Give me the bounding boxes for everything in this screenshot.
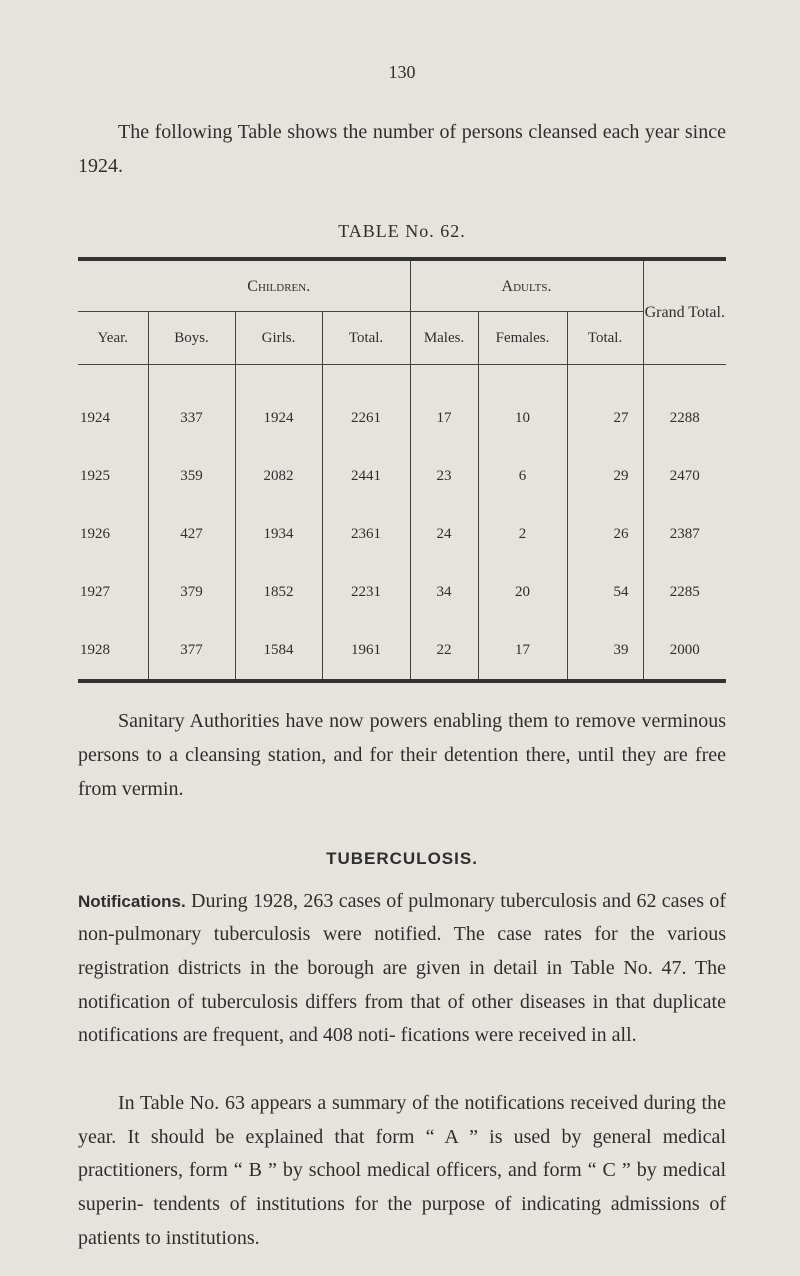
column-header: Boys. [148,312,235,365]
column-header: Girls. [235,312,322,365]
table-cell: 2387 [643,505,726,563]
table-cell: 2361 [322,505,410,563]
notifications-paragraph [78,885,726,1054]
table-cell: 1927 [80,583,110,600]
table-cell: 1926 [80,525,110,542]
table-cell: 2285 [643,563,726,621]
table-cell: 1934 [235,505,322,563]
table-cell: 1584 [235,621,322,681]
group-adults: Adults. [410,259,643,312]
column-header: Year. [78,312,148,365]
table-cell: 27 [567,365,643,448]
table-cell: 6 [478,447,567,505]
table-cell: 24 [410,505,478,563]
column-header: Females. [478,312,567,365]
table-cell: 23 [410,447,478,505]
table-cell: 427 [148,505,235,563]
page-number: 130 [388,62,416,82]
table-cell: 26 [567,505,643,563]
table-cell: 54 [567,563,643,621]
column-header: Total. [322,312,410,365]
table63-paragraph: In Table No. 63 appears a summary of the notifications received during the year. It should be explained that form “ A ” is used by general medical practitioners, form “ B ” by school medical officers, and form “ C ” by medical superin- tendents of institutions for the purpose of indicating admissions of patients to institutions. [78,1092,726,1249]
table-row [78,505,726,563]
table-row [78,365,726,448]
table-cell: 17 [410,365,478,448]
notifications-text: During 1928, 263 cases of pulmonary tuberculosis and 62 cases of non-pulmonary tuberculosis were notified. The case rates for the various registration districts in the borough are given in detail in Table No. 47. The notification of tuberculosis differs from that of other diseases in that duplicate notifications are frequent, and 408 noti- fications were received in all. [78,889,726,1047]
table-cell: 17 [478,621,567,681]
table-cell: 2000 [643,621,726,681]
table-cell: 20 [478,563,567,621]
table-row [78,563,726,621]
table-row [78,621,726,681]
table-cell: 2288 [643,365,726,448]
table-cell: 34 [410,563,478,621]
header-grand-total: Grand Total. [643,259,726,365]
table-cell: 10 [478,365,567,448]
cleansing-table [78,257,726,683]
table-cell: 22 [410,621,478,681]
table-cell: 2231 [322,563,410,621]
table-cell: 1961 [322,621,410,681]
table-cell: 359 [148,447,235,505]
table-cell: 379 [148,563,235,621]
runin-heading: Notifications. [78,891,186,911]
table-cell: 1924 [235,365,322,448]
table-cell: 1925 [80,467,110,484]
table-cell: 1852 [235,563,322,621]
column-header: Total. [567,312,643,365]
group-children: Children. [247,277,311,295]
table-caption: TABLE No. 62. [338,221,466,242]
table-row [78,447,726,505]
table-cell: 1928 [80,641,110,658]
table-cell: 2 [478,505,567,563]
column-header: Males. [410,312,478,365]
table-cell: 39 [567,621,643,681]
table-cell: 2082 [235,447,322,505]
section-heading: TUBERCULOSIS. [326,848,478,868]
intro-paragraph: The following Table shows the number of persons cleansed each year since 1924. [78,121,726,177]
table-cell: 1924 [80,409,110,426]
table-cell: 377 [148,621,235,681]
sanitary-paragraph: Sanitary Authorities have now powers enabling them to remove verminous persons to a cleansing station, and for their detention there, until they are free from vermin. [78,710,726,800]
table-cell: 2441 [322,447,410,505]
table-cell: 29 [567,447,643,505]
table-cell: 2261 [322,365,410,448]
table-cell: 337 [148,365,235,448]
table-cell: 2470 [643,447,726,505]
